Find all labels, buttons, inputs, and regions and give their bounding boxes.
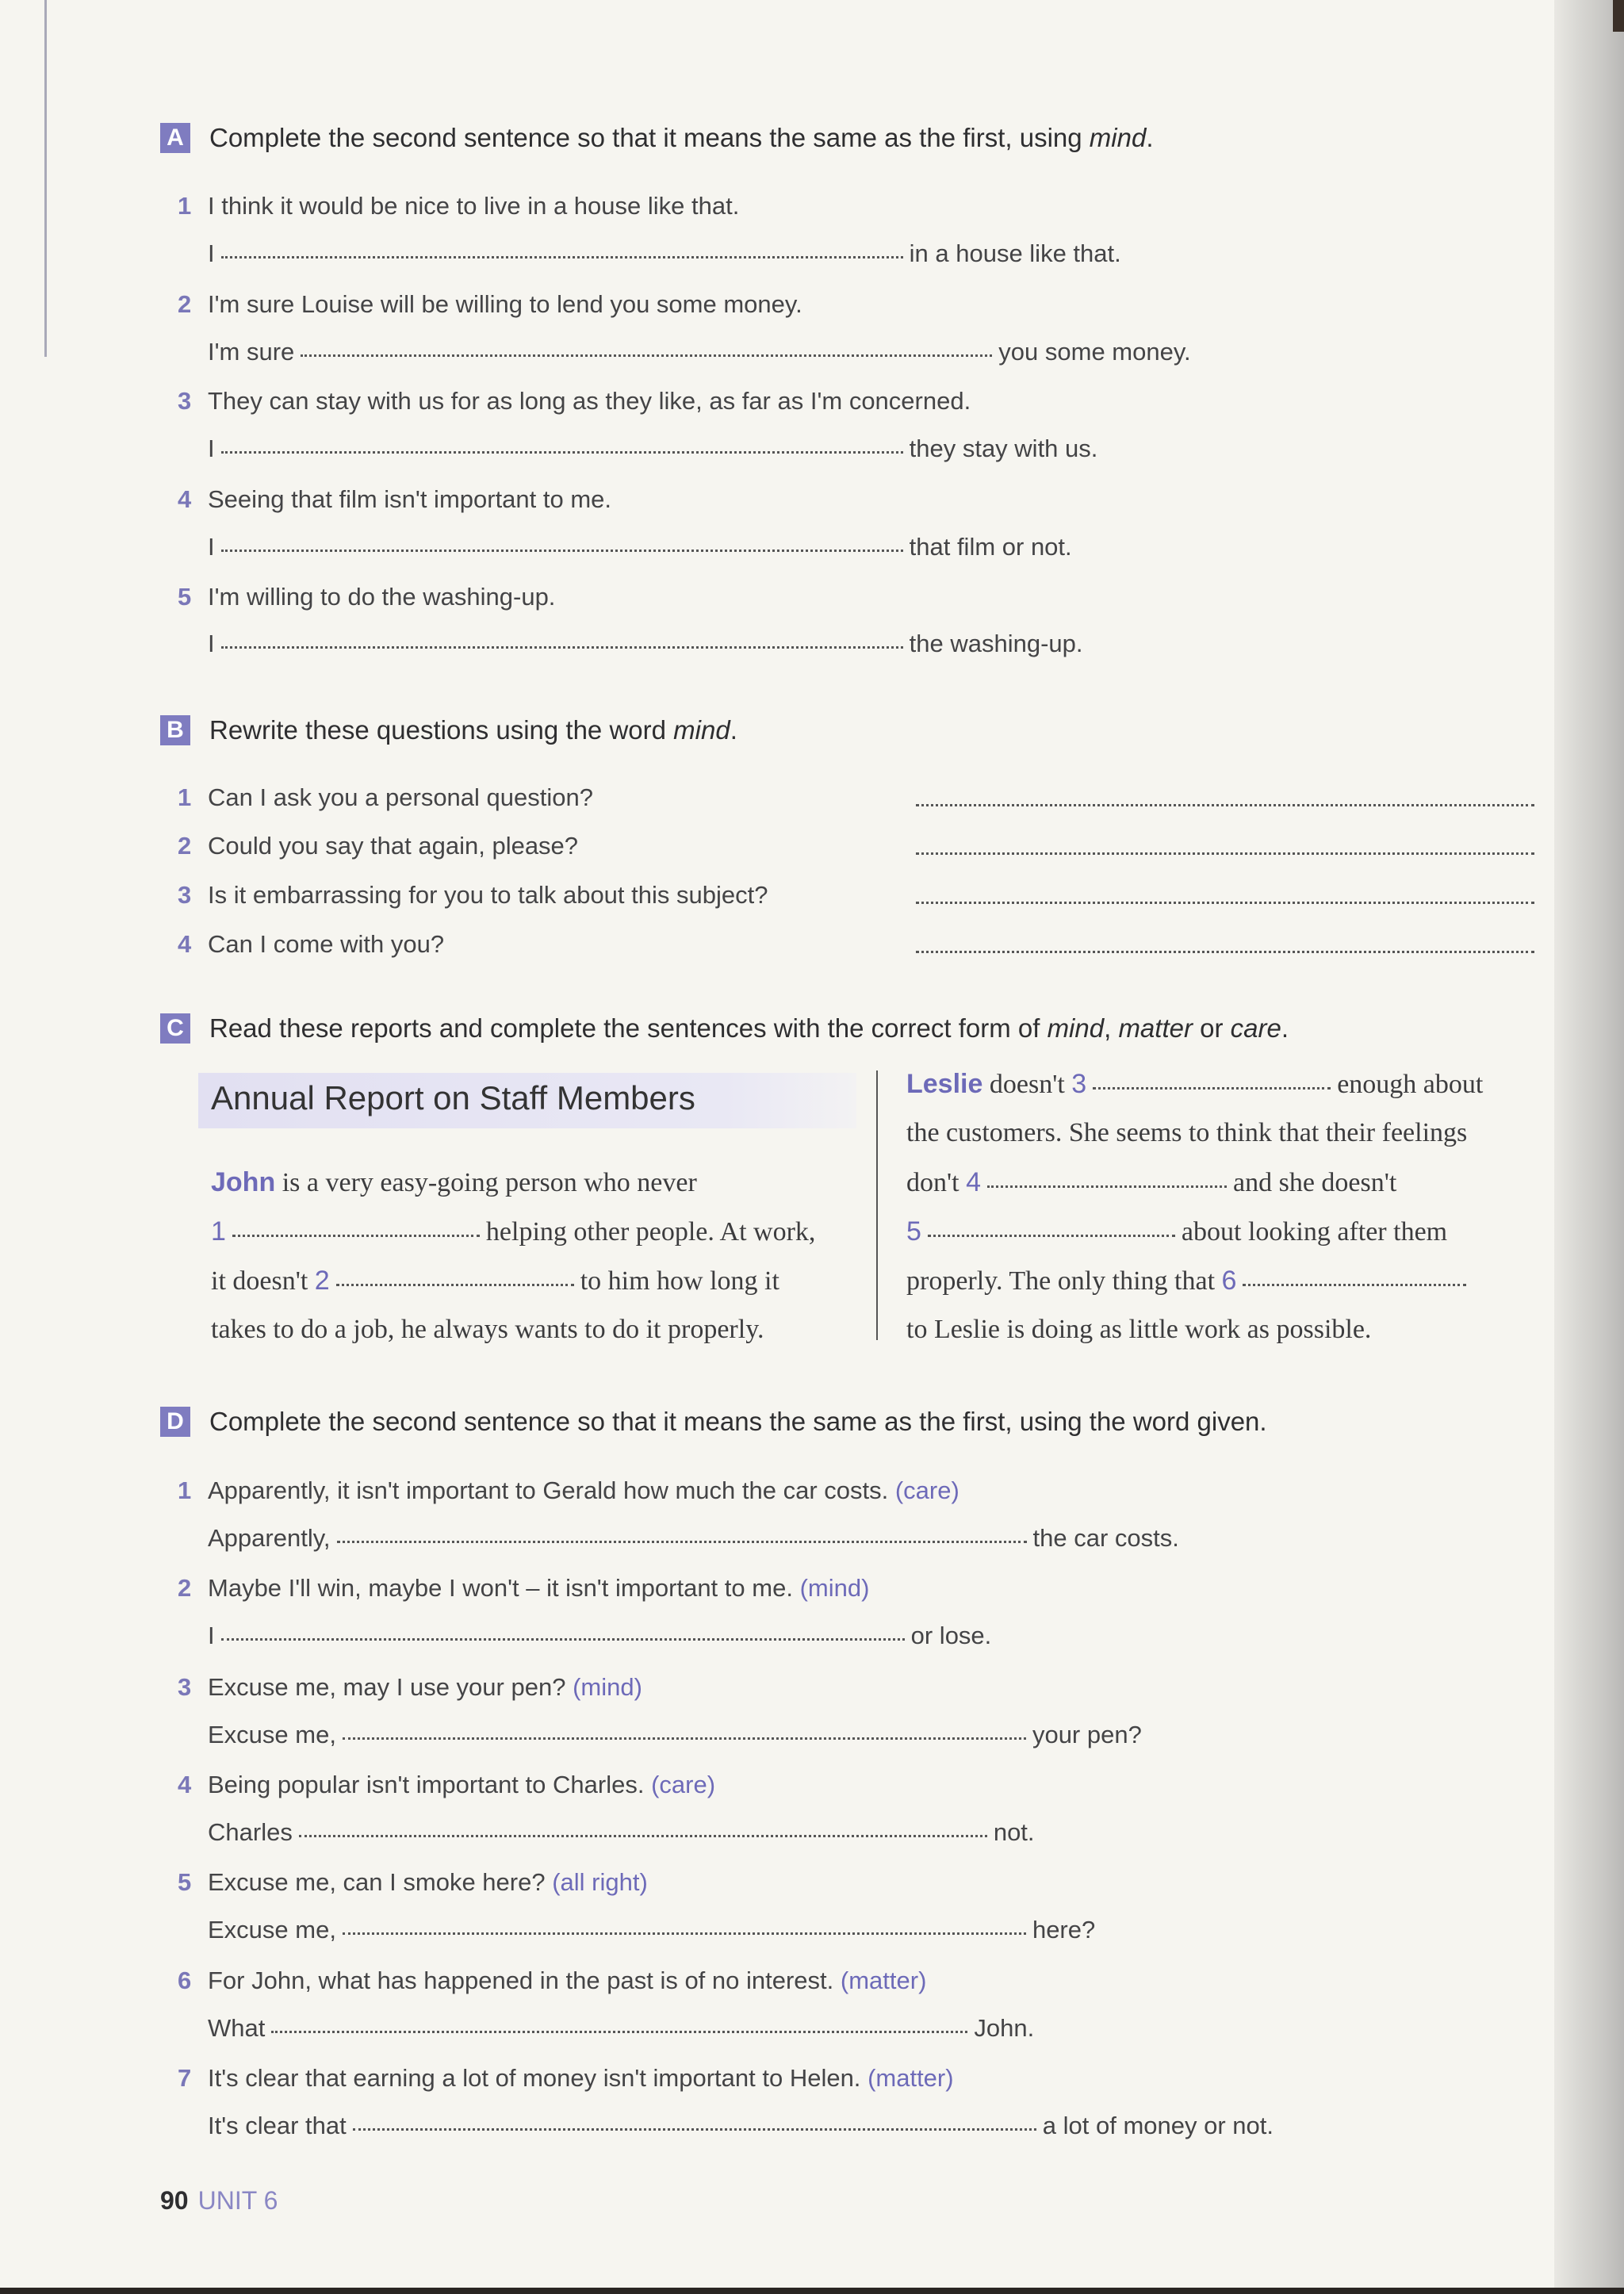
section-b-header [160, 715, 737, 745]
a-item-3-sentence: 3 They can stay with us for as long as they like, as far as I'm concerned. [178, 387, 971, 415]
d-item-3-answer: Excuse me, your pen? [208, 1721, 1142, 1748]
report-blank-4[interactable] [987, 1185, 1227, 1188]
a-item-4-sentence: 4 Seeing that film isn't important to me. [178, 485, 612, 513]
answer-blank[interactable] [337, 1541, 1027, 1543]
section-d-header [160, 1407, 1267, 1437]
report-blank-2[interactable] [336, 1284, 574, 1286]
answer-blank[interactable] [301, 354, 992, 357]
a-item-1-sentence: 1 I think it would be nice to live in a house like that. [178, 192, 740, 220]
report-blank-6[interactable] [1243, 1284, 1466, 1286]
d-item-1-sentence: 1 Apparently, it isn't important to Gerald how much the car costs. (care) [178, 1476, 959, 1504]
a-item-1-answer: I in a house like that. [208, 239, 1121, 267]
section-d-badge: D [160, 1407, 190, 1437]
report-blank-1[interactable] [232, 1235, 480, 1237]
d-item-1-answer: Apparently, the car costs. [208, 1524, 1179, 1552]
answer-blank[interactable] [271, 2031, 967, 2033]
answer-blank[interactable] [221, 550, 903, 552]
leslie-line-2: the customers. She seems to think that their feelings [906, 1118, 1468, 1147]
report-column-divider [876, 1070, 878, 1340]
john-line-3: it doesn't 2 to him how long it [211, 1266, 779, 1296]
leslie-line-1: Leslie doesn't 3 enough about [906, 1069, 1484, 1099]
d-item-2-sentence: 2 Maybe I'll win, maybe I won't – it isn't important to me. (mind) [178, 1574, 870, 1602]
a-item-5-answer: I the washing-up. [208, 630, 1083, 657]
b-answer-3[interactable] [916, 902, 1534, 904]
page-footer [160, 2186, 278, 2215]
leslie-line-4: 5 about looking after them [906, 1216, 1448, 1247]
section-a-badge: A [160, 123, 190, 153]
john-line-2: 1 helping other people. At work, [211, 1216, 816, 1247]
section-d-instruction: Complete the second sentence so that it means the same as the first, using the word given. [209, 1407, 1267, 1436]
unit-label: UNIT 6 [197, 2186, 278, 2215]
d-item-5-answer: Excuse me, here? [208, 1916, 1096, 1944]
a-item-3-answer: I they stay with us. [208, 435, 1098, 462]
b-answer-4[interactable] [916, 951, 1534, 953]
d-item-2-answer: I or lose. [208, 1622, 992, 1649]
d-item-7-answer: It's clear that a lot of money or not. [208, 2112, 1274, 2139]
b-item-4: 4 Can I come with you? [178, 930, 445, 958]
section-c-instruction: Read these reports and complete the sentences with the correct form of mind, matter or care. [209, 1013, 1289, 1043]
section-a-header [160, 123, 1153, 153]
d-item-5-sentence: 5 Excuse me, can I smoke here? (all right) [178, 1868, 648, 1896]
d-item-4-sentence: 4 Being popular isn't important to Charles. (care) [178, 1771, 716, 1798]
report-blank-3[interactable] [1093, 1087, 1331, 1090]
section-a-instruction: Complete the second sentence so that it means the same as the first, using mind. [209, 123, 1154, 152]
d-item-4-answer: Charles not. [208, 1818, 1035, 1846]
b-item-3: 3 Is it embarrassing for you to talk about this subject? [178, 881, 768, 909]
page-number: 90 [160, 2186, 189, 2215]
a-item-5-sentence: 5 I'm willing to do the washing-up. [178, 583, 556, 611]
a-item-2-answer: I'm sure you some money. [208, 338, 1191, 366]
leslie-line-5: properly. The only thing that 6 [906, 1266, 1473, 1296]
answer-blank[interactable] [353, 2128, 1036, 2131]
d-item-7-sentence: 7 It's clear that earning a lot of money isn't important to Helen. (matter) [178, 2064, 954, 2092]
margin-rule [44, 0, 47, 357]
report-title: Annual Report on Staff Members [211, 1079, 695, 1116]
answer-blank[interactable] [221, 256, 903, 259]
b-item-2: 2 Could you say that again, please? [178, 832, 579, 860]
john-line-1: John is a very easy-going person who never [211, 1167, 697, 1197]
john-line-4: takes to do a job, he always wants to do it properly. [211, 1315, 764, 1344]
leslie-line-3: don't 4 and she doesn't [906, 1167, 1397, 1197]
b-item-1: 1 Can I ask you a personal question? [178, 783, 593, 811]
answer-blank[interactable] [299, 1835, 987, 1837]
page-gutter-shadow [1554, 0, 1624, 2294]
page-corner [1613, 0, 1624, 32]
page-bottom-edge [0, 2288, 1624, 2294]
report-blank-5[interactable] [928, 1235, 1175, 1237]
answer-blank[interactable] [343, 1737, 1026, 1740]
d-item-3-sentence: 3 Excuse me, may I use your pen? (mind) [178, 1673, 642, 1701]
d-item-6-sentence: 6 For John, what has happened in the past is of no interest. (matter) [178, 1967, 927, 1994]
answer-blank[interactable] [221, 451, 903, 454]
answer-blank[interactable] [221, 646, 903, 649]
answer-blank[interactable] [221, 1638, 905, 1641]
a-item-2-sentence: 2 I'm sure Louise will be willing to lend you some money. [178, 290, 802, 318]
section-c-header [160, 1013, 1289, 1044]
leslie-line-6: to Leslie is doing as little work as possible. [906, 1315, 1372, 1344]
answer-blank[interactable] [343, 1932, 1026, 1935]
d-item-6-answer: What John. [208, 2014, 1035, 2042]
section-c-badge: C [160, 1013, 190, 1044]
section-b-badge: B [160, 715, 190, 745]
b-answer-2[interactable] [916, 852, 1534, 855]
b-answer-1[interactable] [916, 804, 1534, 806]
section-b-instruction: Rewrite these questions using the word mind. [209, 715, 737, 745]
a-item-4-answer: I that film or not. [208, 533, 1072, 561]
